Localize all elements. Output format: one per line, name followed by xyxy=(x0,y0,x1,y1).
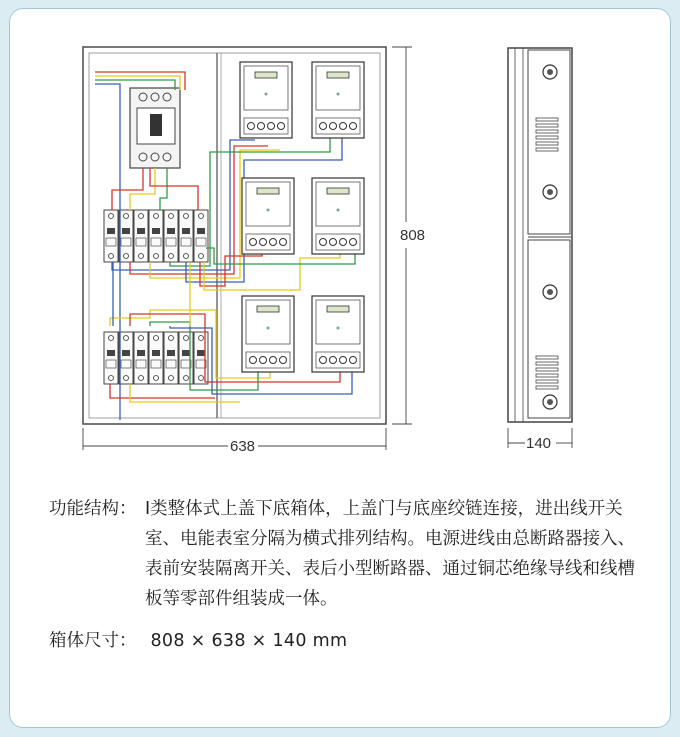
vent-slot xyxy=(536,356,558,359)
depth-dimension-label: 140 xyxy=(526,435,552,452)
vent-slot xyxy=(536,136,558,139)
side-view xyxy=(508,48,572,422)
width-dimension-label: 638 xyxy=(230,438,256,455)
isolator-switch xyxy=(164,332,178,384)
isolator-switch xyxy=(149,210,163,262)
hinge-knob xyxy=(543,395,557,409)
box-size xyxy=(49,626,649,656)
description xyxy=(49,494,649,656)
electric-meter xyxy=(312,178,364,254)
size-label: 箱体尺寸： xyxy=(49,631,137,651)
isolator-switch xyxy=(134,332,148,384)
isolator-switch xyxy=(134,210,148,262)
hinge-knob xyxy=(543,65,557,79)
vent-slot xyxy=(536,148,558,151)
electric-meter xyxy=(312,296,364,372)
vent-slot xyxy=(536,124,558,127)
isolator-switch xyxy=(119,210,133,262)
vent-slot xyxy=(536,362,558,365)
vent-slot xyxy=(536,374,558,377)
meter-grid xyxy=(240,62,364,372)
isolator-switch xyxy=(179,210,193,262)
function-label: 功能结构： xyxy=(49,499,137,519)
hinge-knob xyxy=(543,185,557,199)
isolator-switch xyxy=(119,332,133,384)
electric-meter xyxy=(240,62,292,138)
isolator-switch xyxy=(164,210,178,262)
vent-slot xyxy=(536,386,558,389)
isolator-switch xyxy=(194,210,208,262)
electric-meter xyxy=(242,178,294,254)
function-text: Ⅰ类整体式上盖下底箱体，上盖门与底座绞链连接，进出线开关室、电能表室分隔为横式排列结构。电源进线由总断路器接入、表前安装隔离开关、表后小型断路器、通过铜芯绝缘导线和线槽板等零部件组装成一体。 xyxy=(145,499,635,609)
front-view xyxy=(83,47,386,424)
vent-slot xyxy=(536,142,558,145)
size-value: 808 × 638 × 140 mm xyxy=(150,631,348,651)
vent-slot xyxy=(536,118,558,121)
main-breaker xyxy=(130,88,180,168)
side-box-outline xyxy=(508,48,572,422)
vent-slot xyxy=(536,130,558,133)
isolator-switch xyxy=(179,332,193,384)
hinge-knob xyxy=(543,285,557,299)
vent-slot xyxy=(536,368,558,371)
height-dimension-label: 808 xyxy=(400,227,426,244)
electric-meter xyxy=(312,62,364,138)
vent-slot xyxy=(536,380,558,383)
function-structure xyxy=(49,494,649,614)
electric-meter xyxy=(242,296,294,372)
isolator-switch xyxy=(149,332,163,384)
isolator-switch xyxy=(194,332,208,384)
isolator-switch xyxy=(104,332,118,384)
isolator-switch xyxy=(104,210,118,262)
